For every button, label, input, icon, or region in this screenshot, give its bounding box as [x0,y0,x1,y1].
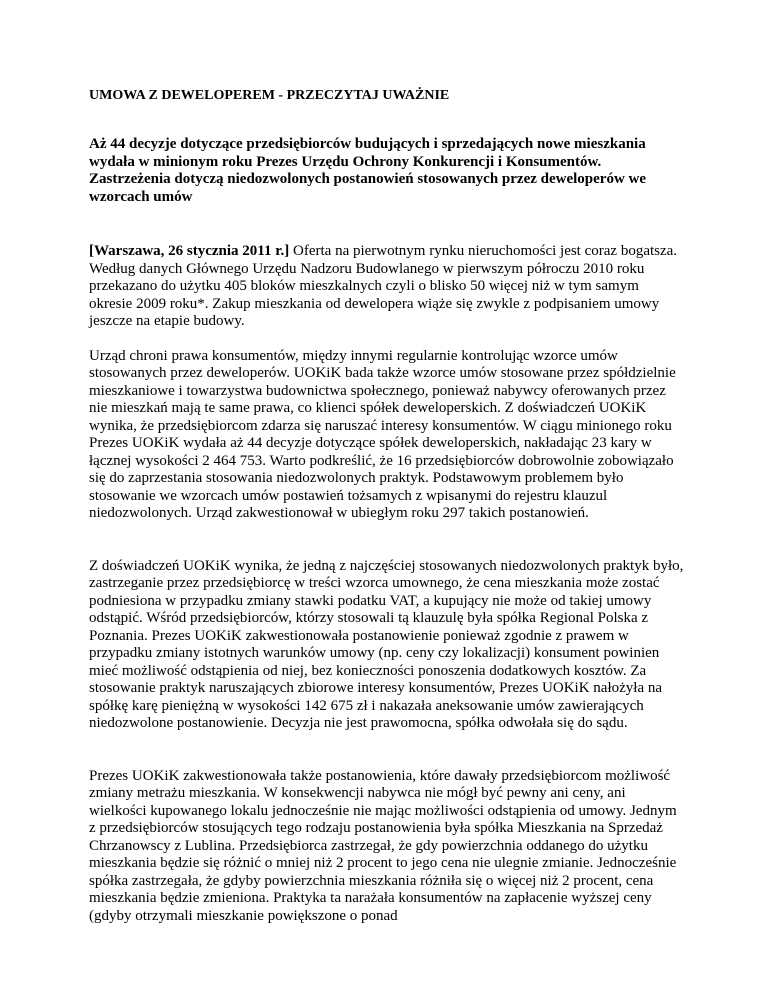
dateline: [Warszawa, 26 stycznia 2011 r.] [89,243,290,259]
paragraph-2: Urząd chroni prawa konsumentów, między innymi regularnie kontrolując wzorce umów stosowanych przez deweloperów. UOKiK bada także wzorce umów stosowane przez spółdzielnie mieszkaniowe i towarzystwa budownictwa społecznego, ponieważ nabywcy oferowanych przez nie mieszkań mają te same prawa, co klienci spółek deweloperskich. Z doświadczeń UOKiK wynika, że przedsiębiorcom zdarza się naruszać interesy konsumentów. W ciągu minionego roku Prezes UOKiK wydała aż 44 decyzje dotyczące spółek deweloperskich, nakładając 23 kary w łącznej wysokości 2 464 753. Warto podkreślić, że 16 przedsiębiorców dobrowolnie zobowiązało się do zaprzestania stosowania niedozwolonych praktyk. Podstawowym problemem było stosowanie we wzorcach umów postawień tożsamych z wpisanymi do rejestru klauzul niedozwolonych. Urząd zakwestionował w ubiegłym roku 297 takich postanowień. [89,347,676,521]
paragraph-4: Prezes UOKiK zakwestionowała także postanowienia, które dawały przedsiębiorcom możliwość zmiany metrażu mieszkania. W konsekwencji nabywca nie mógł być pewny ani ceny, ani wielkości kupowanego lokalu jednocześnie nie mając możliwości odstąpienia od umowy. Jednym z przedsiębiorców stosujących tego rodzaju postanowienia była spółka Mieszkania na Sprzedaż Chrzanowscy z Lublina. Przedsiębiorca zastrzegał, że gdy powierzchnia oddanego do użytku mieszkania będzie się różnić o mniej niż 2 procent to jego cena nie ulegnie zmianie. Jednocześnie spółka zastrzegała, że gdyby powierzchnia mieszkania różniła się o więcej niż 2 procent, cena mieszkania będzie zmieniona. Praktyka ta narażała konsumentów na zapłacenie wyższej ceny (gdyby otrzymali mieszkanie powiększone o ponad [89,767,677,924]
paragraph-1 [89,243,685,331]
lead-paragraph: Aż 44 decyzje dotyczące przedsiębiorców budujących i sprzedających nowe mieszkania wydała w minionym roku Prezes Urzędu Ochrony Konkurencji i Konsumentów. Zastrzeżenia dotyczą niedozwolonych postanowień stosowanych przez deweloperów we wzorcach umów [89,136,647,205]
paragraph-1-text: Oferta na pierwotnym rynku nieruchomości jest coraz bogatsza. Według danych Głównego Urzędu Nadzoru Budowlanego w pierwszym półroczu 2010 roku przekazano do użytku 405 bloków mieszkalnych czyli o blisko 50 więcej niż w tym samym okresie 2009 roku*. Zakup mieszkania od dewelopera wiąże się zwykle z podpisaniem umowy jeszcze na etapie budowy. [89,243,678,329]
paragraph-3: Z doświadczeń UOKiK wynika, że jedną z najczęściej stosowanych niedozwolonych praktyk było, zastrzeganie przez przedsiębiorcę w treści wzorca umownego, że cena mieszkania może zostać podniesiona w przypadku zmiany stawki podatku VAT, a kupujący nie może od takiej umowy odstąpić. Wśród przedsiębiorców, którzy stosowali tą klauzulę była spółka Regional Polska z Poznania. Prezes UOKiK zakwestionowała postanowienie ponieważ zgodnie z prawem w przypadku zmiany istotnych warunków umowy (np. ceny czy lokalizacji) konsument powinien mieć możliwość odstąpienia od niej, bez konieczności ponoszenia dodatkowych kosztów. Za stosowanie praktyk naruszających zbiorowe interesy konsumentów, Prezes UOKiK nałożyła na spółkę karę pieniężną w wysokości 142 675 zł i nakazała aneksowanie umów zawierających niedozwolone postanowienie. Decyzja nie jest prawomocna, spółka odwołała się do sądu. [89,557,684,731]
document-body [89,87,685,942]
document-title: UMOWA Z DEWELOPEREM - PRZECZYTAJ UWAŻNIE [89,88,450,103]
